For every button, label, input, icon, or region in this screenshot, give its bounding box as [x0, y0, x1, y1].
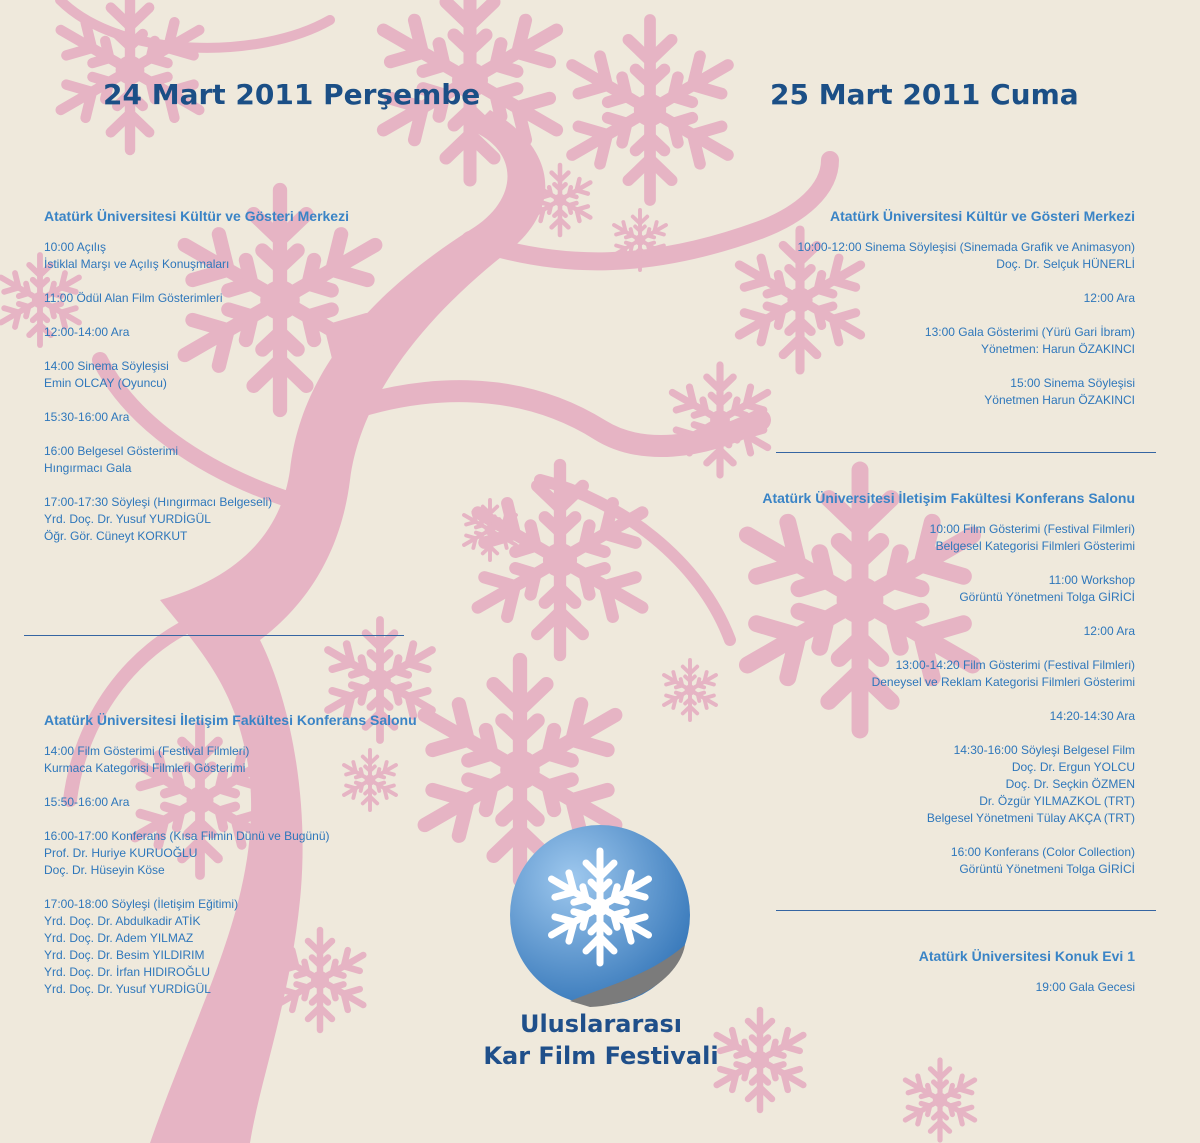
schedule-event: [762, 572, 1135, 606]
event-time-title: 16:00 Konferans (Color Collection): [950, 845, 1135, 859]
schedule-event: [44, 324, 349, 341]
schedule-event: [798, 290, 1136, 307]
event-detail: Doç. Dr. Ergun YOLCU: [1011, 760, 1135, 774]
festival-logo: [500, 825, 700, 1015]
festival-name-line2: Kar Film Festivali: [483, 1042, 719, 1070]
right-divider-1: [776, 452, 1156, 453]
event-detail: Yrd. Doç. Dr. Yusuf YURDİGÜL: [44, 982, 211, 996]
event-time-title: 17:00-17:30 Söyleşi (Hıngırmacı Belgeseli): [44, 495, 273, 509]
schedule-event: [762, 657, 1135, 691]
schedule-event: [919, 979, 1135, 996]
event-detail: Yrd. Doç. Dr. İrfan HIDIROĞLU: [44, 965, 211, 979]
day1-title: 24 Mart 2011 Perşembe: [103, 78, 481, 111]
schedule-event: [44, 409, 349, 426]
schedule-event: [762, 623, 1135, 640]
event-time-title: 16:00 Belgesel Gösterimi: [44, 444, 179, 458]
schedule-event: [762, 708, 1135, 725]
event-time-title: 16:00-17:00 Konferans (Kısa Filmin Dünü ve Bugünü): [44, 829, 330, 843]
schedule-event: [762, 521, 1135, 555]
event-detail: Belgesel Kategorisi Filmleri Gösterimi: [935, 539, 1135, 553]
event-time-title: 12:00 Ara: [1083, 624, 1135, 638]
event-time-title: 14:30-16:00 Söyleşi Belgesel Film: [953, 743, 1135, 757]
event-detail: Doç. Dr. Seçkin ÖZMEN: [1005, 777, 1135, 791]
schedule-event: [44, 239, 349, 273]
event-time-title: 15:50-16:00 Ara: [44, 795, 130, 809]
event-time-title: 13:00 Gala Gösterimi (Yürü Gari İbram): [924, 325, 1135, 339]
schedule-event: [44, 443, 349, 477]
schedule-event: [44, 494, 349, 545]
schedule-event: [798, 324, 1136, 358]
schedule-event: [798, 239, 1136, 273]
day1-section-communication-faculty: [44, 712, 417, 1015]
event-detail: Dr. Özgür YILMAZKOL (TRT): [979, 794, 1135, 808]
venue-heading: Atatürk Üniversitesi Kültür ve Gösteri Merkezi: [830, 208, 1135, 224]
event-detail: Görüntü Yönetmeni Tolga GİRİCİ: [959, 862, 1135, 876]
schedule-event: [44, 290, 349, 307]
schedule-event: [762, 844, 1135, 878]
event-detail: İstiklal Marşı ve Açılış Konuşmaları: [44, 257, 230, 271]
event-detail: Yrd. Doç. Dr. Abdulkadir ATİK: [44, 914, 201, 928]
schedule-event: [762, 742, 1135, 827]
schedule-event: [44, 828, 417, 879]
event-time-title: 10:00 Film Gösterimi (Festival Filmleri): [929, 522, 1135, 536]
event-detail: Yrd. Doç. Dr. Yusuf YURDİGÜL: [44, 512, 211, 526]
event-time-title: 12:00 Ara: [1083, 291, 1135, 305]
schedule-event: [44, 896, 417, 998]
event-detail: Hıngırmacı Gala: [44, 461, 132, 475]
event-time-title: 11:00 Ödül Alan Film Gösterimleri: [44, 291, 223, 305]
day2-section-guest-house: [919, 948, 1135, 1013]
venue-heading: Atatürk Üniversitesi Konuk Evi 1: [918, 948, 1135, 964]
event-time-title: 17:00-18:00 Söyleşi (İletişim Eğitimi): [44, 897, 239, 911]
day2-title: 25 Mart 2011 Cuma: [770, 78, 1079, 111]
event-time-title: 10:00 Açılış: [44, 240, 107, 254]
venue-heading: Atatürk Üniversitesi Kültür ve Gösteri Merkezi: [44, 208, 349, 224]
event-detail: Prof. Dr. Huriye KURUOĞLU: [44, 846, 198, 860]
event-time-title: 10:00-12:00 Sinema Söyleşisi (Sinemada Grafik ve Animasyon): [797, 240, 1135, 254]
day2-section-culture-center: [798, 208, 1136, 426]
venue-heading: Atatürk Üniversitesi İletişim Fakültesi Konferans Salonu: [44, 712, 417, 728]
venue-heading: Atatürk Üniversitesi İletişim Fakültesi Konferans Salonu: [762, 490, 1135, 506]
right-divider-2: [776, 910, 1156, 911]
event-time-title: 15:30-16:00 Ara: [44, 410, 130, 424]
event-detail: Doç. Dr. Hüseyin Köse: [44, 863, 165, 877]
event-detail: Yrd. Doç. Dr. Adem YILMAZ: [44, 931, 194, 945]
event-time-title: 15:00 Sinema Söyleşisi: [1010, 376, 1135, 390]
event-detail: Yönetmen: Harun ÖZAKINCI: [980, 342, 1135, 356]
day2-section-communication-faculty: [762, 490, 1135, 895]
event-time-title: 12:00-14:00 Ara: [44, 325, 130, 339]
schedule-event: [798, 375, 1136, 409]
event-time-title: 14:00 Film Gösterimi (Festival Filmleri): [44, 744, 250, 758]
left-divider: [24, 635, 404, 636]
event-detail: Doç. Dr. Selçuk HÜNERLİ: [996, 257, 1135, 271]
event-time-title: 13:00-14:20 Film Gösterimi (Festival Filmleri): [895, 658, 1135, 672]
event-detail: Emin OLCAY (Oyuncu): [44, 376, 167, 390]
event-detail: Öğr. Gör. Cüneyt KORKUT: [44, 529, 188, 543]
event-detail: Kurmaca Kategorisi Filmleri Gösterimi: [44, 761, 246, 775]
schedule-event: [44, 743, 417, 777]
festival-name-line1: Uluslararası: [519, 1010, 683, 1038]
event-detail: Yrd. Doç. Dr. Besim YILDIRIM: [44, 948, 205, 962]
day1-section-culture-center: [44, 208, 349, 562]
event-time-title: 19:00 Gala Gecesi: [1035, 980, 1135, 994]
event-detail: Görüntü Yönetmeni Tolga GİRİCİ: [959, 590, 1135, 604]
schedule-event: [44, 794, 417, 811]
event-detail: Belgesel Yönetmeni Tülay AKÇA (TRT): [926, 811, 1135, 825]
event-time-title: 14:00 Sinema Söyleşisi: [44, 359, 169, 373]
schedule-event: [44, 358, 349, 392]
event-detail: Deneysel ve Reklam Kategorisi Filmleri Gösterimi: [871, 675, 1135, 689]
event-detail: Yönetmen Harun ÖZAKINCI: [984, 393, 1135, 407]
event-time-title: 14:20-14:30 Ara: [1049, 709, 1135, 723]
event-time-title: 11:00 Workshop: [1048, 573, 1135, 587]
